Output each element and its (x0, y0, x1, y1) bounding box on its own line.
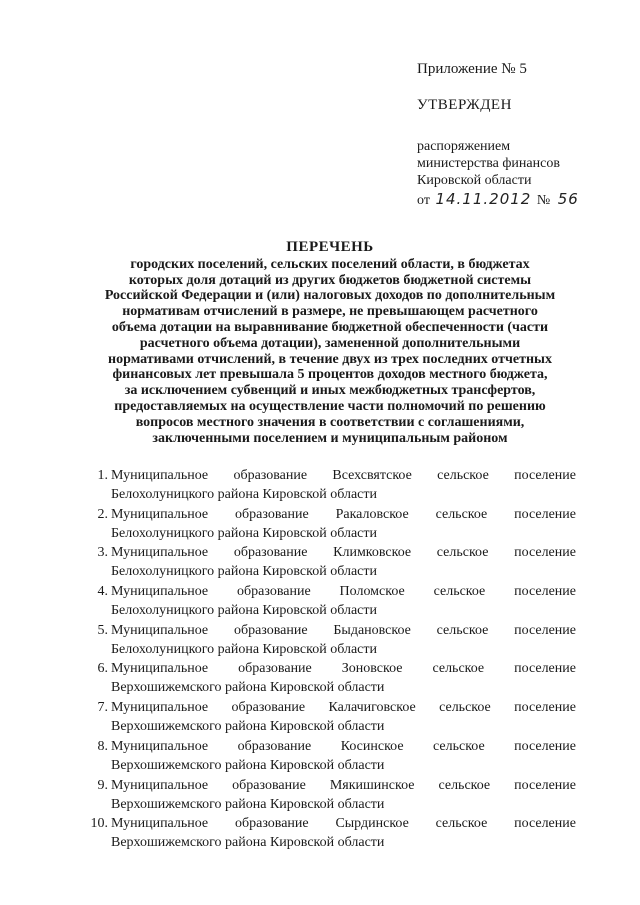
settlement-name: Сырдинское (335, 816, 409, 832)
item-word: Муниципальное (111, 584, 209, 600)
district-line: Белохолуницкого района Кировской области (111, 564, 377, 580)
item-number: 1. (97, 468, 108, 483)
list-item (78, 507, 576, 546)
item-word: поселение (514, 545, 576, 561)
settlement-name: Мякишинское (329, 777, 415, 793)
item-word: поселение (514, 622, 576, 638)
item-number: 6. (97, 661, 108, 677)
item-number: 2. (97, 506, 108, 522)
item-word: Муниципальное (111, 622, 209, 638)
approved-by-line: распоряжением (417, 139, 511, 154)
item-word: Муниципальное (111, 700, 209, 716)
list-item (78, 778, 576, 817)
item-word: Муниципальное (111, 545, 209, 561)
item-number: 8. (97, 738, 108, 754)
number-label: № (536, 193, 551, 208)
item-number: 10. (90, 816, 108, 832)
item-number: 7. (97, 700, 108, 716)
district-line: Белохолуницкого района Кировской области (111, 641, 377, 657)
date-label: от (417, 193, 430, 208)
item-word: сельское (433, 738, 485, 754)
item-word: образование (233, 622, 308, 638)
handwritten-number: 56 (557, 190, 579, 208)
title-line: вопросов местного значения в соответствии с соглашениями, (135, 414, 525, 430)
district-line: Белохолуницкого района Кировской области (111, 487, 377, 502)
item-word: образование (231, 700, 306, 716)
item-word: Муниципальное (111, 777, 209, 793)
handwritten-date: 14.11.2012 (435, 190, 532, 208)
settlement-name: Быдановское (333, 622, 411, 638)
item-word: Муниципальное (111, 738, 209, 754)
item-word: сельское (432, 661, 485, 677)
settlement-name: Всехсвятское (332, 468, 412, 483)
item-word: образование (234, 816, 309, 832)
item-word: сельское (435, 816, 488, 832)
item-word: сельское (438, 777, 491, 793)
settlement-name: Косинское (340, 738, 404, 754)
district-line: Белохолуницкого района Кировской области (111, 603, 377, 619)
item-word: поселение (514, 700, 576, 716)
district-line: Белохолуницкого района Кировской области (111, 525, 377, 541)
item-word: образование (233, 468, 308, 483)
item-word: Муниципальное (111, 468, 209, 483)
item-word: поселение (514, 468, 576, 483)
item-word: Муниципальное (111, 506, 209, 522)
title-line: городских поселений, сельских поселений области, в бюджетах (130, 256, 530, 272)
approved-stamp-text: УТВЕРЖДЕН (417, 97, 512, 113)
district-line: Верхошижемского района Кировской области (111, 757, 385, 773)
item-word: сельское (435, 506, 488, 522)
document-title (84, 240, 576, 446)
district-line: Верхошижемского района Кировской области (111, 835, 385, 851)
title-line: за исключением субвенций и иных межбюджетных трансфертов, (124, 383, 536, 399)
item-word: поселение (514, 738, 576, 754)
item-word: сельское (433, 584, 486, 600)
list-item (78, 661, 576, 700)
list-item (78, 739, 576, 778)
item-word: образование (237, 738, 312, 754)
item-word: Муниципальное (111, 816, 209, 832)
title-line: предоставляемых на осуществление части полномочий по решению (114, 398, 546, 414)
settlement-name: Зоновское (341, 661, 403, 677)
item-word: образование (233, 545, 308, 561)
item-word: поселение (514, 506, 576, 522)
list-item (78, 623, 576, 662)
title-line: нормативами отчислений, в течение двух из трех последних отчетных (108, 351, 552, 367)
item-word: поселение (514, 661, 576, 677)
title-line: которых доля дотаций из других бюджетов бюджетной системы (128, 272, 532, 288)
list-item (78, 468, 576, 507)
title-line: Российской Федерации и (или) налоговых доходов по дополнительным (104, 288, 556, 304)
district-line: Верхошижемского района Кировской области (111, 719, 385, 735)
settlement-name: Калачиговское (328, 700, 416, 716)
district-line: Верхошижемского района Кировской области (111, 680, 385, 696)
item-word: сельское (439, 700, 491, 716)
order-date-line (417, 190, 579, 209)
item-number: 5. (97, 622, 108, 638)
item-number: 4. (97, 584, 108, 600)
settlement-name: Климковское (333, 545, 412, 561)
approved-by-block (417, 138, 617, 189)
title-heading: ПЕРЕЧЕНЬ (286, 239, 374, 255)
item-number: 9. (97, 777, 108, 793)
title-line: заключенными поселением и муниципальным районом (152, 430, 508, 446)
item-word: поселение (514, 777, 576, 793)
item-word: Муниципальное (111, 661, 209, 677)
item-word: образование (235, 506, 309, 522)
approved-by-line: министерства финансов (417, 156, 560, 171)
title-line: расчетного объема дотации), замененной дополнительными (139, 335, 521, 351)
list-item (78, 584, 576, 623)
item-word: поселение (514, 816, 576, 832)
approved-by-line: Кировской области (417, 173, 532, 188)
item-word: образование (232, 777, 306, 793)
settlement-name: Ракаловское (335, 506, 409, 522)
appendix-number: Приложение № 5 (417, 61, 527, 77)
settlement-name: Поломское (339, 584, 405, 600)
item-word: сельское (437, 468, 489, 483)
list-item (78, 700, 576, 739)
item-word: сельское (436, 622, 489, 638)
title-line: финансовых лет превышала 5 процентов доходов местного бюджета, (112, 367, 548, 383)
item-word: сельское (436, 545, 489, 561)
title-line: нормативам отчислений в размере, не превышающем расчетного (122, 304, 538, 320)
settlement-list (78, 468, 576, 855)
item-word: поселение (514, 584, 576, 600)
item-number: 3. (97, 545, 108, 561)
title-line: объема дотации на выравнивание бюджетной обеспеченности (части (111, 319, 549, 335)
district-line: Верхошижемского района Кировской области (111, 796, 385, 812)
item-word: образование (238, 661, 312, 677)
list-item (78, 816, 576, 855)
item-word: образование (237, 584, 311, 600)
list-item (78, 545, 576, 584)
